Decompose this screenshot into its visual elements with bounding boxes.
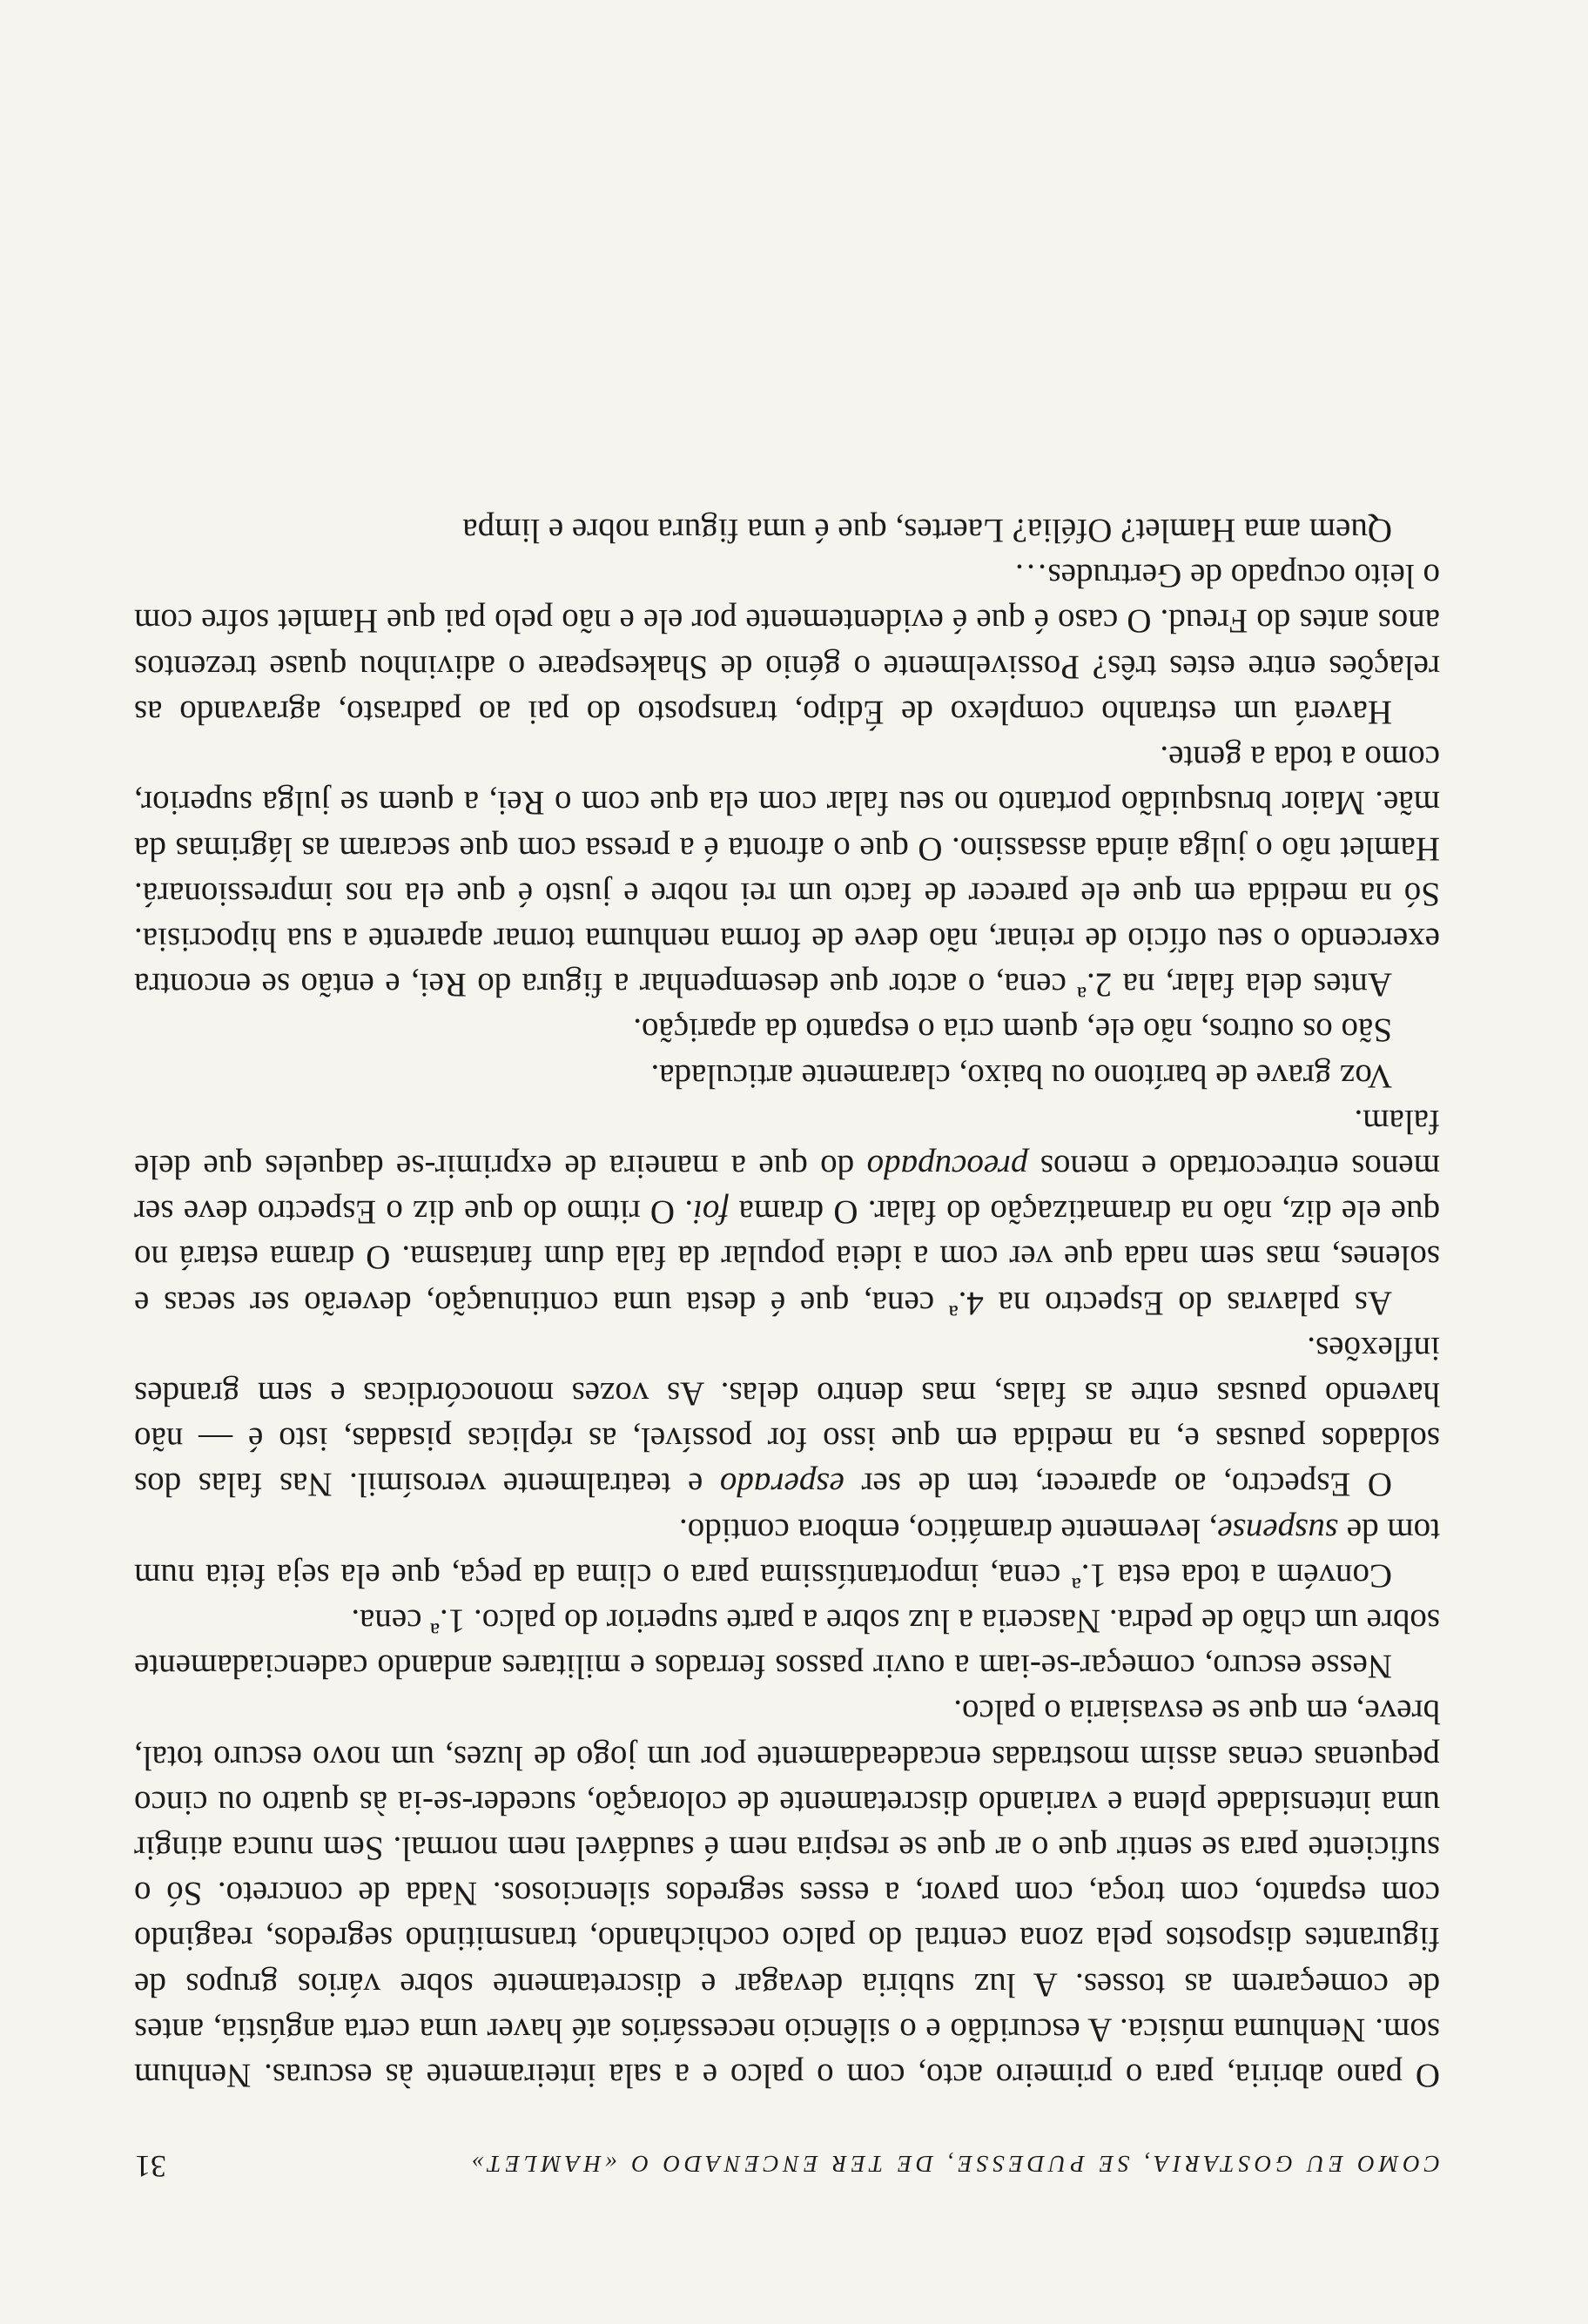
paragraph bbox=[134, 553, 1440, 735]
paragraph-text: Nesse escuro, começar-se-iam a ouvir passos ferrados e militares andando cadenciadamente sobre um chão de pedra. Nasceria a luz sobre a parte superior do palco. 1.ª cena. bbox=[134, 1602, 1440, 1686]
paragraph bbox=[134, 1326, 1440, 1508]
page-header bbox=[135, 2133, 1440, 2185]
paragraph-text: Antes dela falar, na 2.ª cena, o actor que desempenhar a figura do Rei, e então se encontra exercendo o seu ofício de reinar, não deve de forma nenhuma tornar aparente a sua hipocrisia. Só na medida em que ele parecer de facto um rei nobre e justo é que ela nos impressionará. Hamlet não o julga ainda assassino. O que o afronta é a pressa com que secaram as lágrimas da mãe. Maior brusquidão portanto no seu falar com ela que com o Rei, a quem se julga superior, como a toda a gente. bbox=[134, 739, 1440, 1004]
body-text bbox=[134, 507, 1440, 2098]
paragraph-text: e teatralmente verosímil. Nas falas dos soldados pausas e, na medida em que isso for possível, as réplicas pisadas, isto é — não havendo pausas entre as falas, mas dentro delas. As vozes monocórdicas e sem grandes inflexões. bbox=[134, 1329, 1440, 1504]
paragraph bbox=[134, 1052, 1440, 1098]
paragraph-text: do que a maneira de exprimir-se daqueles que dele falam. bbox=[134, 1102, 1440, 1186]
emphasis: preocupado bbox=[866, 1147, 1028, 1186]
page-number: 31 bbox=[135, 2149, 166, 2184]
paragraph-text: Convém a toda esta 1.ª cena, importantíssima para o clima da peça, que ela seja feita num tom de bbox=[134, 1511, 1440, 1595]
paragraph bbox=[134, 507, 1440, 553]
paragraph bbox=[134, 1098, 1440, 1326]
paragraph-text: São os outros, não ele, quem cria o espanto da aparição. bbox=[633, 1011, 1392, 1050]
running-title: COMO EU GOSTARIA, SE PUDESSE, DE TER ENCENADO O «HAMLET» bbox=[467, 2151, 1440, 2177]
emphasis: foi bbox=[693, 1193, 730, 1232]
paragraph bbox=[134, 1507, 1440, 1597]
paragraph-text: O pano abriria, para o primeiro acto, com o palco e a sala inteiramente às escuras. Nenhum som. Nenhuma música. A escuridão e o silêncio necessários até haver uma certa angústia, antes de começarem as tosses. A luz subiria devagar e discretamente sobre vários grupos de figurantes dispostos pela zona central do palco cochichando, transmitindo segredos, reagindo com espanto, com troça, com pavor, a esses segredos silenciosos. Nada de concreto. Só o suficiente para se sentir que o ar que se respira nem é saudável nem normal. Sem nunca atingir uma intensidade plena e variando discretamente de coloração, suceder-se-ia às quatro ou cinco pequenas cenas assim mostradas encadeadamente por um jogo de luzes, um novo escuro total, breve, em que se esvasiaria o palco. bbox=[134, 1693, 1440, 2094]
paragraph bbox=[134, 735, 1440, 1007]
paragraph-text: Voz grave de barítono ou baixo, claramente articulada. bbox=[650, 1057, 1392, 1095]
paragraph bbox=[134, 1007, 1440, 1052]
emphasis: suspense bbox=[1217, 1511, 1339, 1549]
paragraph-text: Quem ama Hamlet? Ofélia? Laertes, que é uma figura nobre e limpa bbox=[462, 512, 1392, 550]
paragraph-text: As palavras do Espectro na 4.ª cena, que é desta uma continuação, deverão ser secas e solenes, mas sem nada que ver com a ideia popular da fala dum fantasma. O drama estará no que ele diz, não na dramatização do falar. O drama bbox=[134, 1193, 1440, 1322]
paragraph-text: O Espectro, ao aparecer, tem de ser bbox=[844, 1466, 1392, 1504]
paragraph bbox=[134, 1689, 1440, 2098]
paragraph-text: Haverá um estranho complexo de Édipo, transposto do pai ao padrasto, agravando as relações entre estes três? Possivelmente o génio de Shakespeare o adivinhou quase trezentos anos antes do Freud. O caso é que é evidentemente por ele e não pelo pai que Hamlet sofre com o leito ocupado de Gertrudes… bbox=[134, 557, 1440, 731]
paragraph-text: , levemente dramático, embora contido. bbox=[679, 1511, 1218, 1549]
paragraph-text: . O ritmo do que diz o Espectro deve ser menos entrecortado e menos bbox=[134, 1147, 1440, 1232]
paragraph bbox=[134, 1598, 1440, 1689]
emphasis: esperado bbox=[719, 1466, 844, 1504]
